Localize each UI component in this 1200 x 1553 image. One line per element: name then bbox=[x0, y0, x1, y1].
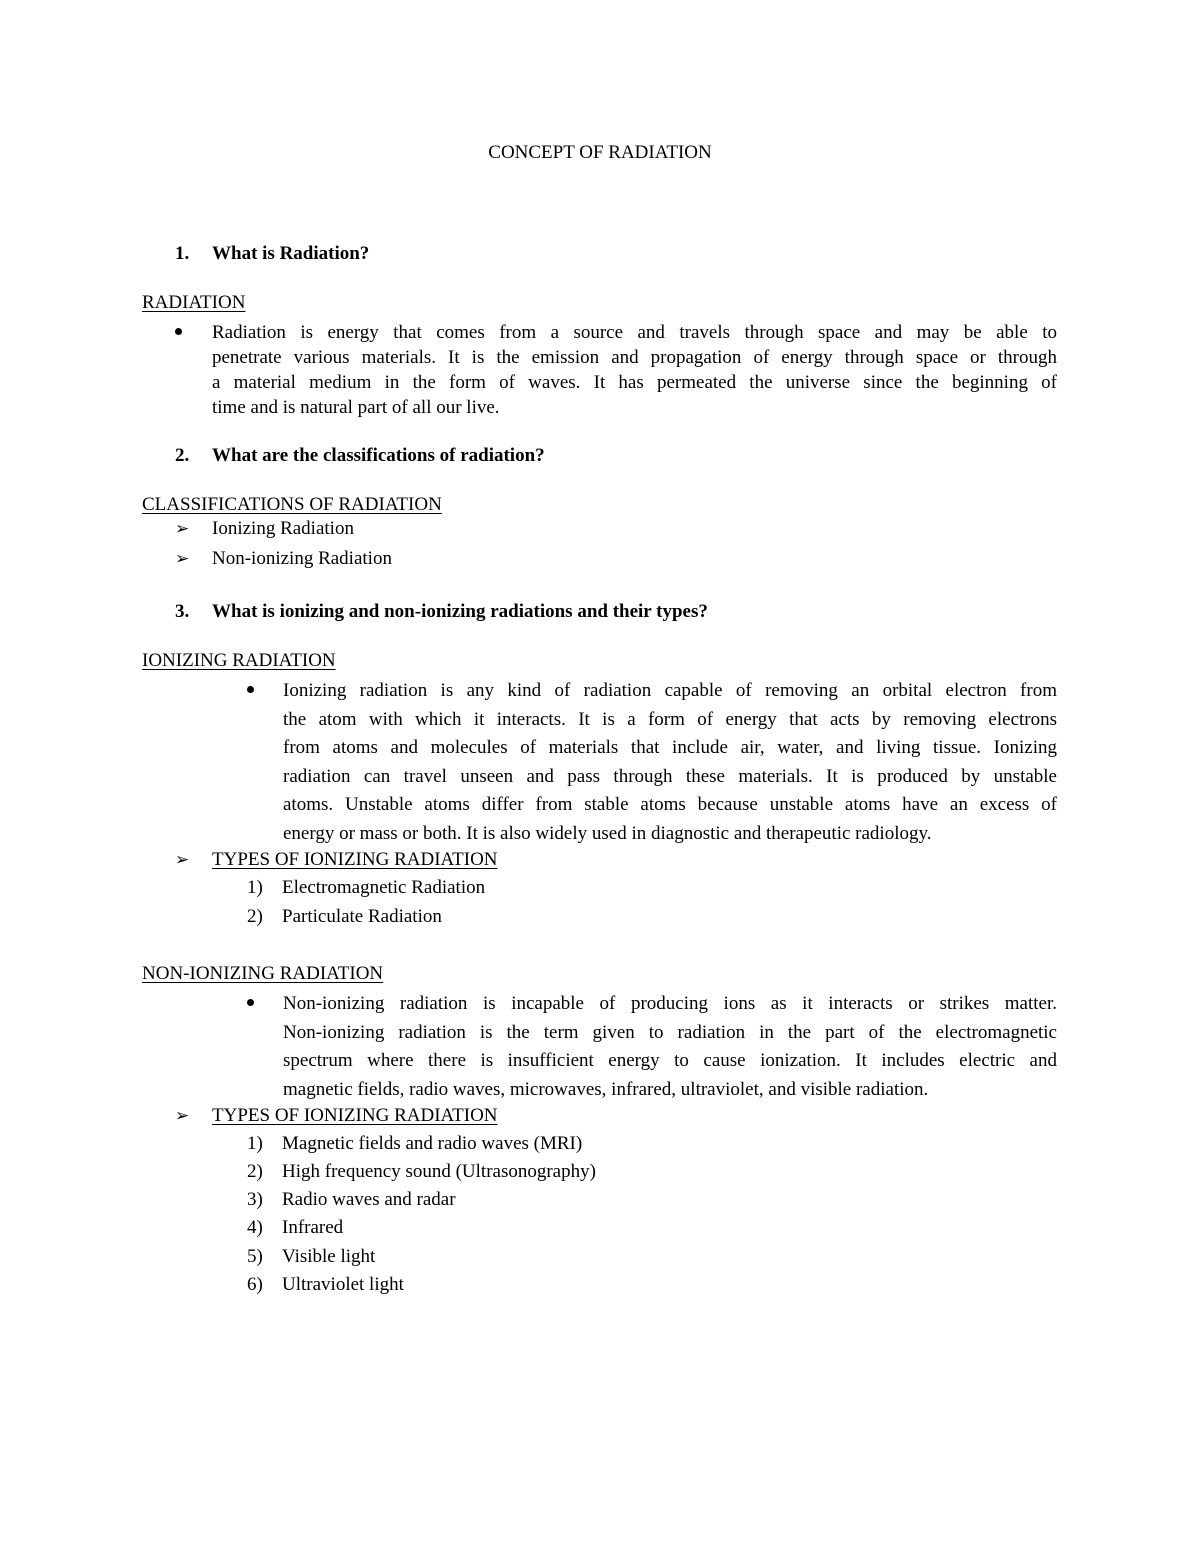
item-text: Infrared bbox=[282, 1217, 344, 1238]
question-text: What is Radiation? bbox=[212, 243, 370, 264]
arrow-bullet-icon: ➢ bbox=[175, 850, 190, 869]
section-heading-radiation: RADIATION bbox=[142, 292, 246, 313]
paragraph-line: the atom with which it interacts. It is a form of energy that acts by removing electrons bbox=[283, 708, 1057, 730]
paragraph-line: magnetic fields, radio waves, microwaves, infrared, ultraviolet, and visible radiation. bbox=[283, 1078, 929, 1100]
item-number: 1) bbox=[247, 877, 263, 898]
section-heading-non-ionizing: NON-IONIZING RADIATION bbox=[142, 963, 384, 984]
paragraph-line: from atoms and molecules of materials that include air, water, and living tissue. Ionizing bbox=[283, 737, 1057, 758]
radiation-paragraph bbox=[212, 320, 1057, 420]
question-number: 2. bbox=[175, 445, 190, 466]
item-number: 6) bbox=[247, 1274, 263, 1295]
question-3 bbox=[0, 601, 1200, 627]
arrow-bullet-icon: ➢ bbox=[175, 519, 190, 538]
paragraph-line: a material medium in the form of waves. It has permeated the universe since the beginning of bbox=[212, 372, 1057, 393]
question-number: 3. bbox=[175, 601, 190, 622]
question-text: What is ionizing and non-ionizing radiations and their types? bbox=[212, 601, 708, 622]
item-text: Ultraviolet light bbox=[282, 1274, 404, 1295]
question-2 bbox=[0, 445, 1200, 471]
question-text: What are the classifications of radiation? bbox=[212, 445, 545, 466]
item-text: Particulate Radiation bbox=[282, 906, 442, 927]
item-number: 2) bbox=[247, 1161, 263, 1182]
document-title: CONCEPT OF RADIATION bbox=[488, 142, 712, 163]
types-heading-label: TYPES OF IONIZING RADIATION bbox=[212, 1105, 498, 1126]
paragraph-line: time and is natural part of all our live. bbox=[212, 397, 500, 418]
paragraph-line: Non-ionizing radiation is incapable of producing ions as it interacts or strikes matter. bbox=[283, 993, 1057, 1014]
paragraph-line: radiation can travel unseen and pass through these materials. It is produced by unstable bbox=[283, 765, 1057, 787]
item-number: 1) bbox=[247, 1133, 263, 1154]
item-text: Magnetic fields and radio waves (MRI) bbox=[282, 1133, 583, 1154]
arrow-bullet-icon: ➢ bbox=[175, 549, 190, 568]
ionizing-paragraph bbox=[283, 677, 1057, 848]
item-text: Radio waves and radar bbox=[282, 1189, 456, 1210]
paragraph-line: atoms. Unstable atoms differ from stable atoms because unstable atoms have an excess of bbox=[283, 794, 1057, 815]
types-heading-label: TYPES OF IONIZING RADIATION bbox=[212, 849, 498, 870]
bullet-dot-icon bbox=[247, 686, 254, 693]
paragraph-line: Ionizing radiation is any kind of radiation capable of removing an orbital electron from bbox=[283, 680, 1057, 701]
paragraph-line: energy or mass or both. It is also widely used in diagnostic and therapeutic radiology. bbox=[283, 822, 932, 844]
classification-label: Non-ionizing Radiation bbox=[212, 548, 392, 569]
section-heading-classifications: CLASSIFICATIONS OF RADIATION bbox=[142, 494, 442, 515]
non-ionizing-paragraph bbox=[283, 990, 1057, 1104]
paragraph-line: Radiation is energy that comes from a source and travels through space and may be able to bbox=[212, 322, 1057, 343]
bullet-dot-icon bbox=[247, 999, 254, 1006]
item-text: Visible light bbox=[282, 1246, 376, 1267]
item-number: 4) bbox=[247, 1217, 263, 1238]
item-text: High frequency sound (Ultrasonography) bbox=[282, 1161, 596, 1182]
question-1 bbox=[0, 243, 1200, 269]
paragraph-line: spectrum where there is insufficient energy to cause ionization. It includes electric and bbox=[283, 1050, 1057, 1071]
item-number: 5) bbox=[247, 1246, 263, 1267]
arrow-bullet-icon: ➢ bbox=[175, 1106, 190, 1125]
question-number: 1. bbox=[175, 243, 190, 264]
bullet-dot-icon bbox=[175, 328, 182, 335]
item-number: 3) bbox=[247, 1189, 263, 1210]
item-text: Electromagnetic Radiation bbox=[282, 877, 486, 898]
paragraph-line: Non-ionizing radiation is the term given to radiation in the part of the electromagnetic bbox=[283, 1021, 1057, 1043]
classification-label: Ionizing Radiation bbox=[212, 518, 354, 539]
paragraph-line: penetrate various materials. It is the emission and propagation of energy through space or through bbox=[212, 347, 1057, 368]
item-number: 2) bbox=[247, 906, 263, 927]
section-heading-ionizing: IONIZING RADIATION bbox=[142, 650, 336, 671]
